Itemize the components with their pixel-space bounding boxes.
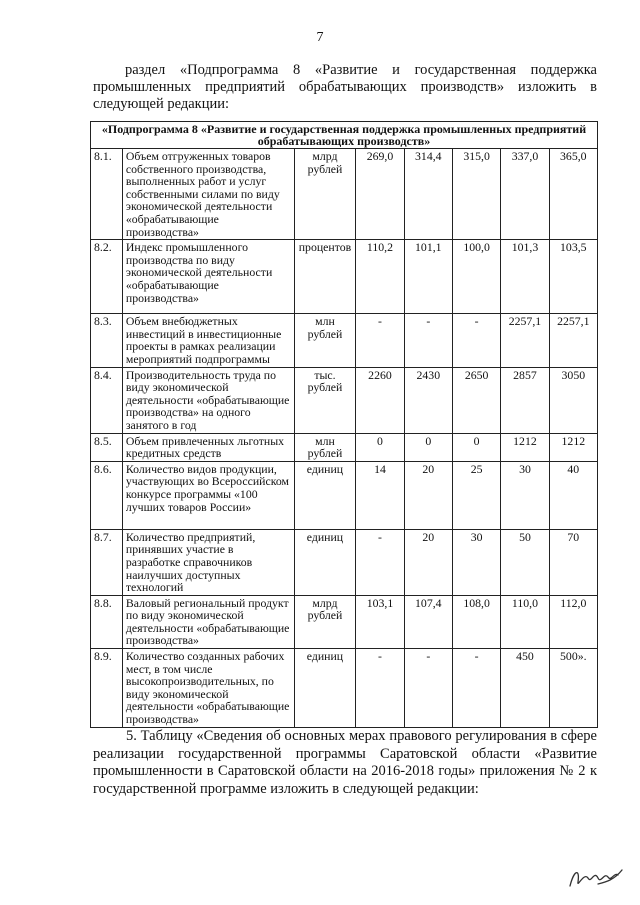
- table-row: [91, 595, 598, 648]
- unit-of-measure: млрд рублей: [294, 595, 356, 648]
- value-cell: -: [356, 314, 404, 367]
- value-cell: 40: [549, 461, 597, 529]
- value-cell: 107,4: [404, 595, 452, 648]
- table-title: «Подпрограмма 8 «Развитие и государственная поддержка промышленных предприятий обрабатывающих производств»: [91, 122, 598, 149]
- indicator-name: Количество видов продукции, участвующих во Всероссийском конкурсе программы «100 лучших товаров России»: [122, 461, 294, 529]
- row-number: 8.3.: [91, 314, 123, 367]
- table-row: [91, 367, 598, 433]
- row-number: 8.8.: [91, 595, 123, 648]
- value-cell: -: [452, 649, 500, 728]
- table-title-row: [91, 122, 598, 149]
- signature-icon: [568, 860, 624, 892]
- value-cell: 314,4: [404, 149, 452, 240]
- row-number: 8.5.: [91, 433, 123, 461]
- value-cell: -: [404, 649, 452, 728]
- value-cell: 50: [501, 529, 549, 595]
- unit-of-measure: единиц: [294, 461, 356, 529]
- value-cell: 101,1: [404, 240, 452, 314]
- value-cell: 3050: [549, 367, 597, 433]
- indicator-name: Валовый региональный продукт по виду экономической деятельности «обрабатывающие производства»: [122, 595, 294, 648]
- row-number: 8.6.: [91, 461, 123, 529]
- value-cell: 70: [549, 529, 597, 595]
- value-cell: 0: [356, 433, 404, 461]
- value-cell: 110,2: [356, 240, 404, 314]
- unit-of-measure: единиц: [294, 529, 356, 595]
- value-cell: 112,0: [549, 595, 597, 648]
- value-cell: 103,5: [549, 240, 597, 314]
- value-cell: 101,3: [501, 240, 549, 314]
- value-cell: 110,0: [501, 595, 549, 648]
- value-cell: -: [356, 529, 404, 595]
- value-cell: 0: [404, 433, 452, 461]
- value-cell: 1212: [549, 433, 597, 461]
- value-cell: 365,0: [549, 149, 597, 240]
- table-row: [91, 314, 598, 367]
- value-cell: 0: [452, 433, 500, 461]
- indicator-name: Индекс промышленного производства по виду экономической деятельности «обрабатывающие производства»: [122, 240, 294, 314]
- indicators-table-body: [91, 122, 598, 728]
- value-cell: 2257,1: [549, 314, 597, 367]
- value-cell: -: [404, 314, 452, 367]
- row-number: 8.1.: [91, 149, 123, 240]
- unit-of-measure: процентов: [294, 240, 356, 314]
- value-cell: 103,1: [356, 595, 404, 648]
- value-cell: 25: [452, 461, 500, 529]
- value-cell: 2260: [356, 367, 404, 433]
- closing-paragraph: 5. Таблицу «Сведения об основных мерах правового регулирования в сфере реализации государственной программы Саратовской области «Развитие промышленности в Саратовской области на 2016-2018 годы» приложения № 2 к государственной программе изложить в следующей редакции:: [93, 728, 597, 797]
- value-cell: -: [356, 649, 404, 728]
- row-number: 8.2.: [91, 240, 123, 314]
- indicator-name: Количество предприятий, принявших участие в разработке справочников наилучших доступных технологий: [122, 529, 294, 595]
- value-cell: 315,0: [452, 149, 500, 240]
- value-cell: 2857: [501, 367, 549, 433]
- indicators-table: [90, 121, 598, 728]
- table-row: [91, 240, 598, 314]
- value-cell: 30: [501, 461, 549, 529]
- value-cell: 450: [501, 649, 549, 728]
- value-cell: 2430: [404, 367, 452, 433]
- row-number: 8.4.: [91, 367, 123, 433]
- value-cell: 100,0: [452, 240, 500, 314]
- value-cell: 108,0: [452, 595, 500, 648]
- intro-paragraph: раздел «Подпрограмма 8 «Развитие и государственная поддержка промышленных предприятий обрабатывающих производств» изложить в следующей редакции:: [93, 62, 597, 112]
- indicator-name: Объем привлеченных льготных кредитных средств: [122, 433, 294, 461]
- value-cell: -: [452, 314, 500, 367]
- unit-of-measure: тыс. рублей: [294, 367, 356, 433]
- table-row: [91, 649, 598, 728]
- value-cell: 30: [452, 529, 500, 595]
- page-number: 7: [316, 30, 324, 45]
- indicator-name: Производительность труда по виду экономической деятельности «обрабатывающие производства» на одного занятого в год: [122, 367, 294, 433]
- value-cell: 20: [404, 461, 452, 529]
- indicator-name: Объем внебюджетных инвестиций в инвестиционные проекты в рамках реализации мероприятий подпрограммы: [122, 314, 294, 367]
- indicator-name: Объем отгруженных товаров собственного производства, выполненных работ и услуг собственными силами по виду экономической деятельности «обрабатывающие производства»: [122, 149, 294, 240]
- unit-of-measure: единиц: [294, 649, 356, 728]
- table-row: [91, 461, 598, 529]
- table-row: [91, 529, 598, 595]
- value-cell: 1212: [501, 433, 549, 461]
- indicator-name: Количество созданных рабочих мест, в том числе высокопроизводительных, по виду экономической деятельности «обрабатывающие производства»: [122, 649, 294, 728]
- row-number: 8.9.: [91, 649, 123, 728]
- value-cell: 20: [404, 529, 452, 595]
- value-cell: 2650: [452, 367, 500, 433]
- value-cell: 269,0: [356, 149, 404, 240]
- unit-of-measure: млн рублей: [294, 314, 356, 367]
- unit-of-measure: млрд рублей: [294, 149, 356, 240]
- value-cell: 337,0: [501, 149, 549, 240]
- row-number: 8.7.: [91, 529, 123, 595]
- value-cell: 500».: [549, 649, 597, 728]
- unit-of-measure: млн рублей: [294, 433, 356, 461]
- value-cell: 2257,1: [501, 314, 549, 367]
- table-row: [91, 149, 598, 240]
- value-cell: 14: [356, 461, 404, 529]
- table-row: [91, 433, 598, 461]
